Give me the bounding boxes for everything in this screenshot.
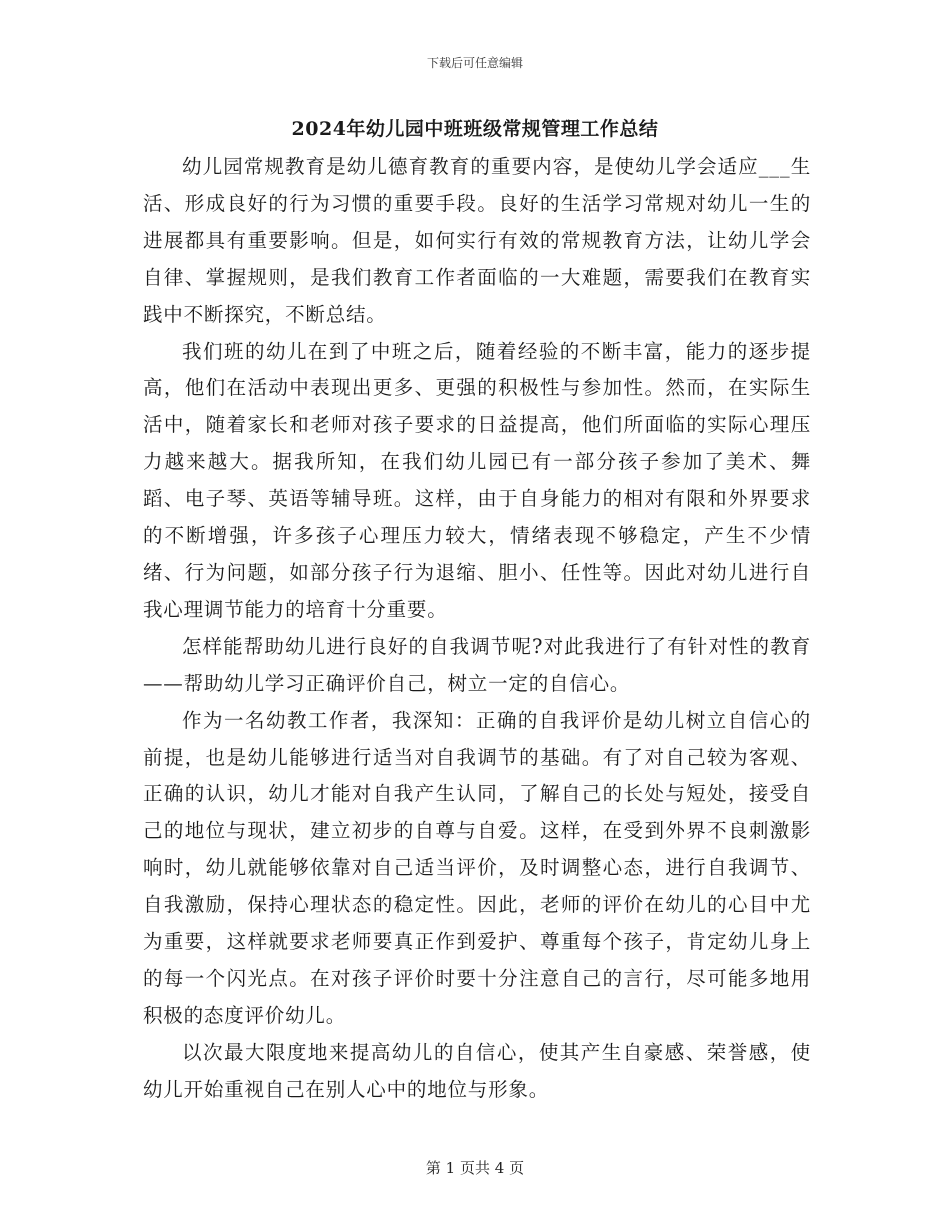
header-note: 下载后可任意编辑	[426, 56, 523, 70]
document-title: 2024年幼儿园中班班级常规管理工作总结	[291, 118, 659, 140]
paragraph-5: 以次最大限度地来提高幼儿的自信心，使其产生自豪感、荣誉感，使幼儿开始重视自己在别人心中的地位与形象。	[143, 1040, 811, 1101]
paragraph-1: 幼儿园常规教育是幼儿德育教育的重要内容，是使幼儿学会适应___生活、形成良好的行为习惯的重要手段。良好的生活学习常规对幼儿一生的进展都具有重要影响。但是，如何实行有效的常规教育方法，让幼儿学会自律、掌握规则，是我们教育工作者面临的一大难题，需要我们在教育实践中不断探究，不断总结。	[143, 155, 811, 326]
page-number: 第 1 页共 4 页	[425, 1159, 525, 1177]
paragraph-4: 作为一名幼教工作者，我深知：正确的自我评价是幼儿树立自信心的前提，也是幼儿能够进行适当对自我调节的基础。有了对自己较为客观、正确的认识，幼儿才能对自我产生认同，了解自己的长处与短处，接受自己的地位与现状，建立初步的自尊与自爱。这样，在受到外界不良刺激影响时，幼儿就能够依靠对自己适当评价，及时调整心态，进行自我调节、自我激励，保持心理状态的稳定性。因此，老师的评价在幼儿的心目中尤为重要，这样就要求老师要真正作到爱护、尊重每个孩子，肯定幼儿身上的每一个闪光点。在对孩子评价时要十分注意自己的言行，尽可能多地用积极的态度评价幼儿。	[143, 708, 811, 1027]
document-body	[143, 149, 811, 1109]
paragraph-3: 怎样能帮助幼儿进行良好的自我调节呢?对此我进行了有针对性的教育——帮助幼儿学习正确评价自己，树立一定的自信心。	[143, 634, 811, 695]
paragraph-2: 我们班的幼儿在到了中班之后，随着经验的不断丰富，能力的逐步提高，他们在活动中表现出更多、更强的积极性与参加性。然而，在实际生活中，随着家长和老师对孩子要求的日益提高，他们所面临的实际心理压力越来越大。据我所知，在我们幼儿园已有一部分孩子参加了美术、舞蹈、电子琴、英语等辅导班。这样，由于自身能力的相对有限和外界要求的不断增强，许多孩子心理压力较大，情绪表现不够稳定，产生不少情绪、行为问题，如部分孩子行为退缩、胆小、任性等。因此对幼儿进行自我心理调节能力的培育十分重要。	[143, 339, 811, 621]
